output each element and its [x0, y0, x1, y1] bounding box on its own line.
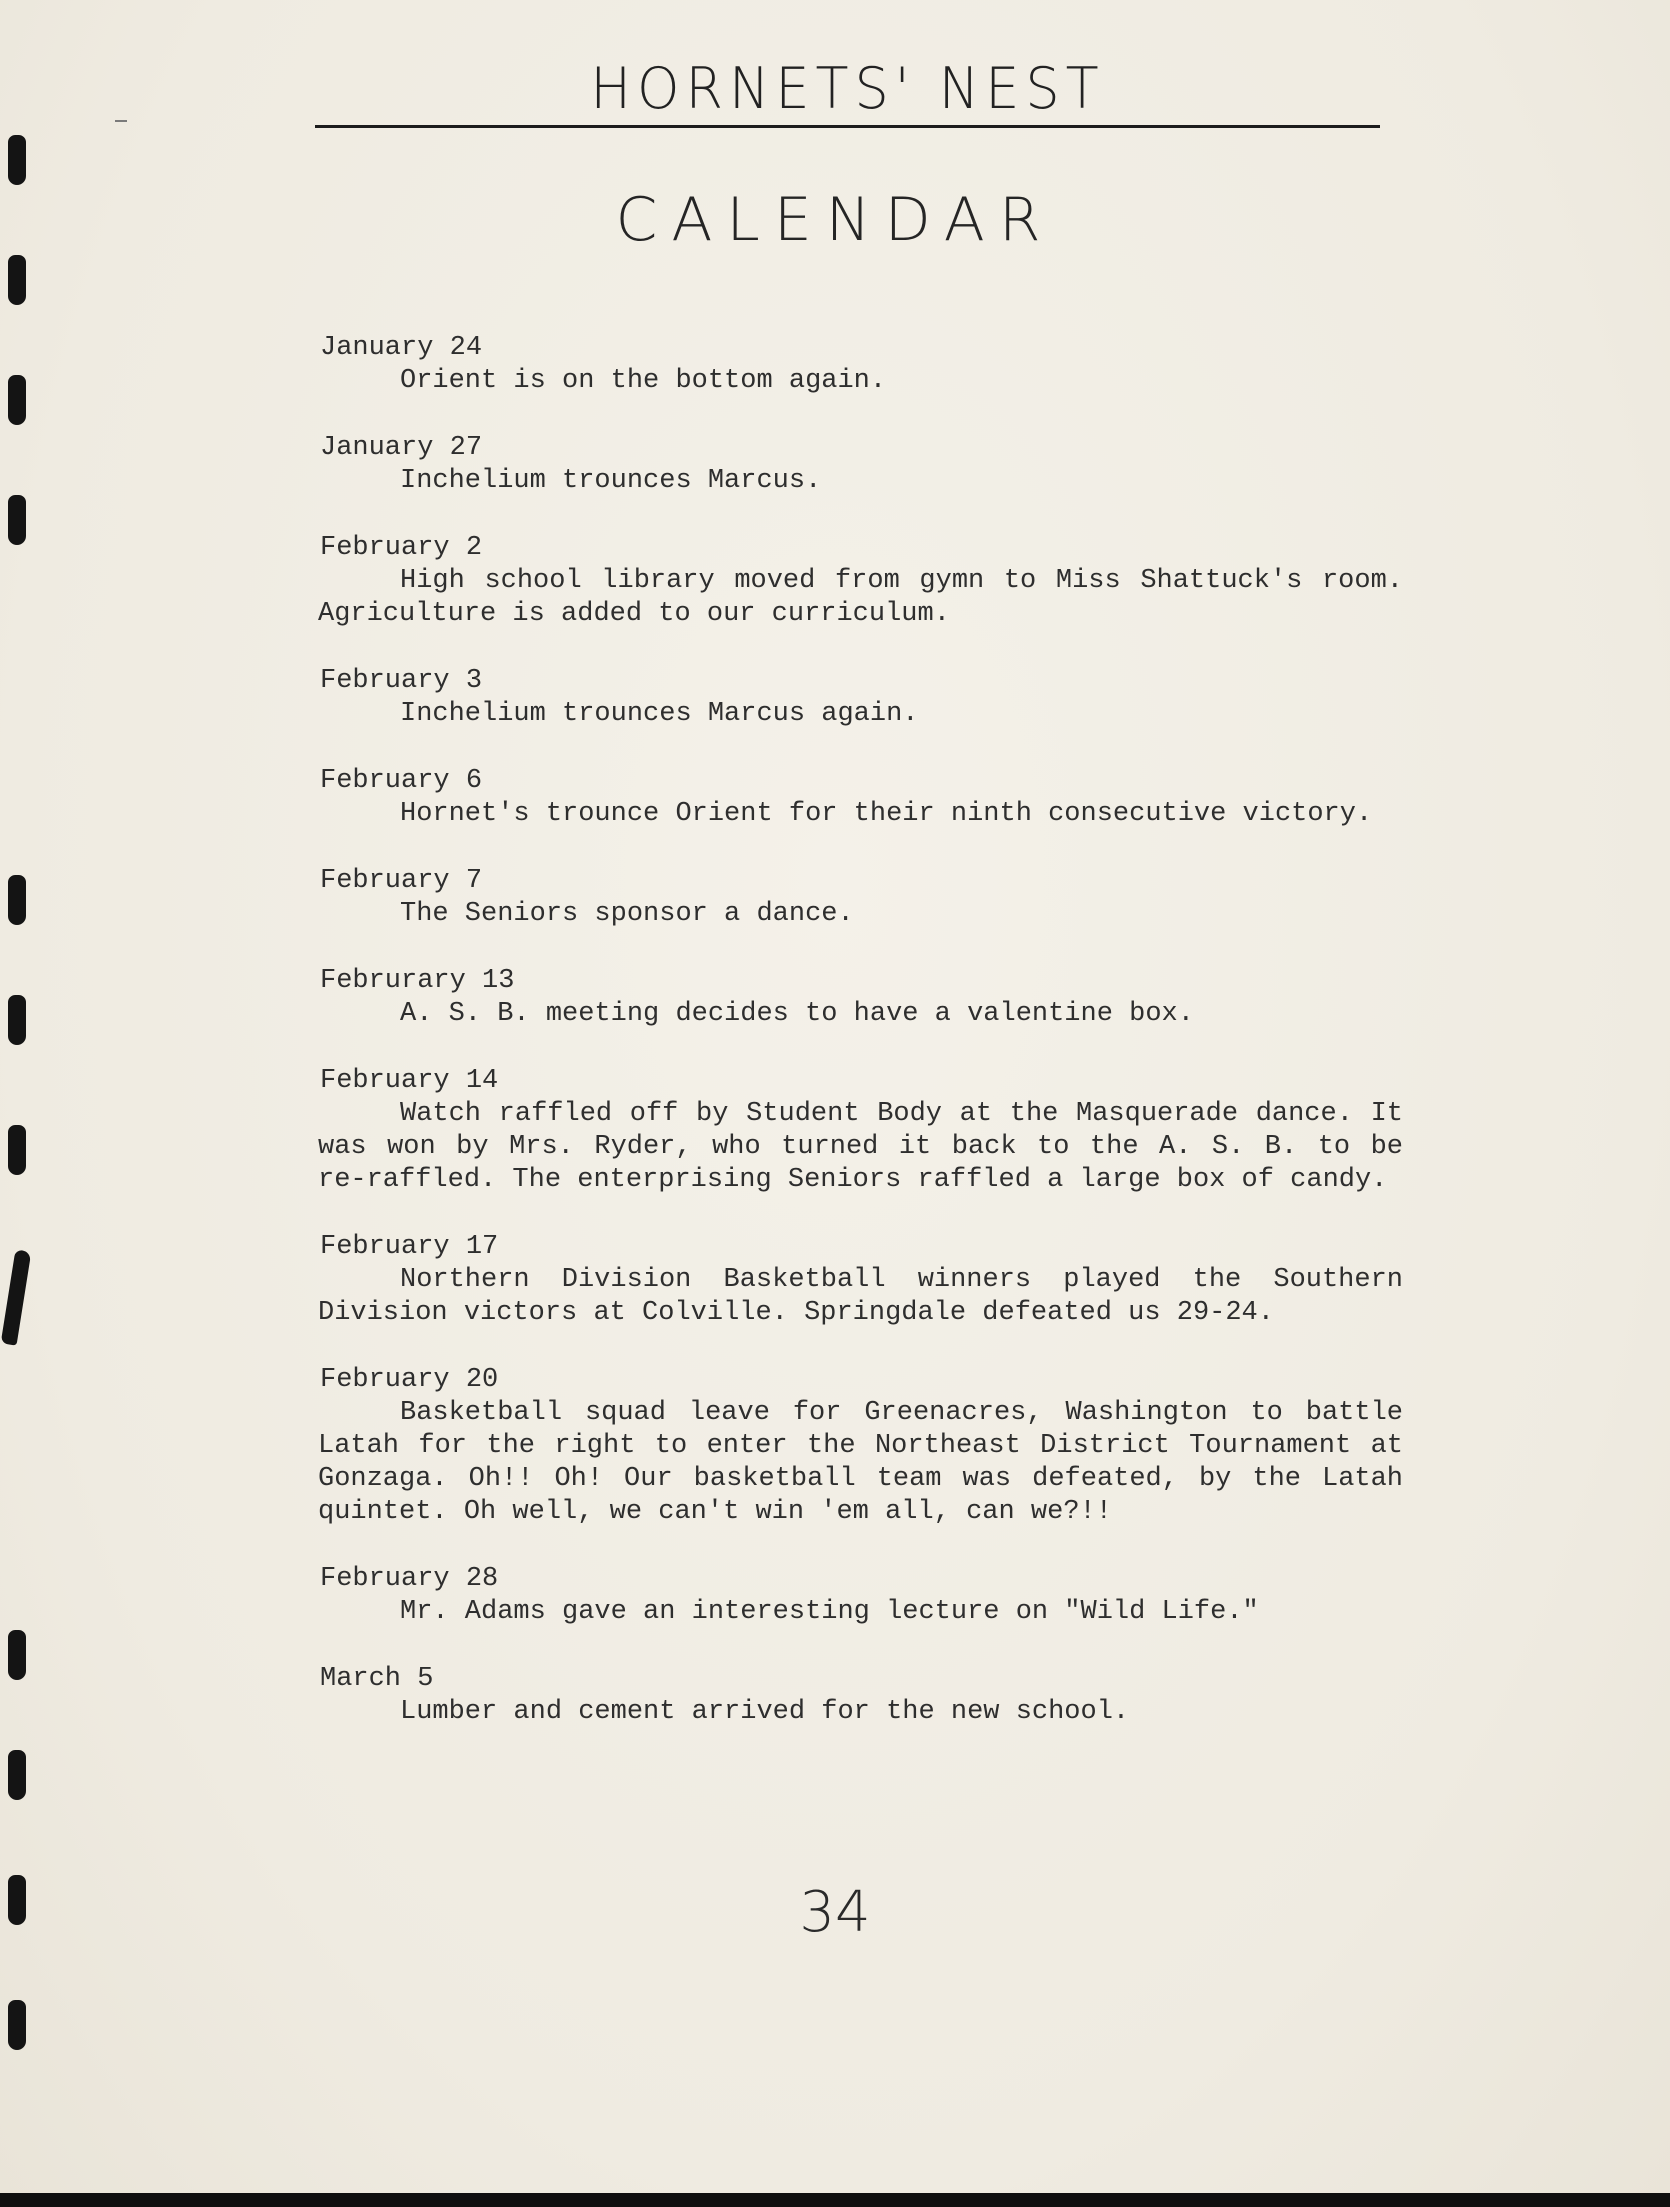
entry-text: Watch raffled off by Student Body at the Masquerade dance. It was won by Mrs. Ryder, who turned it back to the A. S. B. to be re-raffled. The enterprising Seniors raffled a large box of candy.: [318, 1099, 1403, 1195]
binder-hole: [8, 2000, 26, 2050]
page-title: CALENDAR: [615, 185, 1055, 255]
entry-date: February 6: [320, 766, 483, 796]
entry-date: February 14: [320, 1066, 499, 1096]
calendar-entry: [318, 1364, 1403, 1529]
calendar-entry: [318, 1065, 1403, 1197]
header-title: HORNETS' NEST: [590, 55, 1105, 122]
header: [315, 55, 1380, 128]
binder-hole: [8, 135, 26, 185]
calendar-entry: [318, 665, 1403, 731]
page-number: 34: [799, 1880, 871, 1945]
entry-text: Lumber and cement arrived for the new school.: [400, 1697, 1130, 1727]
entry-date: February 28: [320, 1564, 499, 1594]
binder-hole: [8, 495, 26, 545]
calendar-entry: [318, 965, 1403, 1031]
calendar-entry: [318, 765, 1403, 831]
entry-text: Northern Division Basketball winners played the Southern Division victors at Colville. Springdale defeated us 29-24.: [318, 1265, 1403, 1328]
entry-text: Inchelium trounces Marcus again.: [400, 699, 919, 729]
calendar-entry: [318, 1563, 1403, 1629]
entry-date: February 7: [320, 866, 483, 896]
entry-date: February 17: [320, 1232, 499, 1262]
calendar-entry: [318, 332, 1403, 398]
entry-date: January 24: [320, 333, 483, 363]
calendar-entry: [318, 1663, 1403, 1729]
binder-hole: [8, 255, 26, 305]
binder-hole: [8, 1750, 26, 1800]
binder-hole: [8, 375, 26, 425]
binder-hole: [8, 1630, 26, 1680]
entry-date: February 2: [320, 533, 483, 563]
entry-date: January 27: [320, 433, 483, 463]
binder-hole: [8, 1125, 26, 1175]
entry-text: High school library moved from gymn to Miss Shattuck's room. Agriculture is added to our curriculum.: [318, 566, 1403, 629]
stray-mark: [115, 120, 127, 122]
entry-date: February 20: [320, 1365, 499, 1395]
calendar-entry: [318, 432, 1403, 498]
page-bottom-edge: [0, 2193, 1670, 2207]
entry-text: Orient is on the bottom again.: [400, 366, 887, 396]
calendar-entries: [318, 332, 1403, 1763]
calendar-entry: [318, 865, 1403, 931]
entry-text: Mr. Adams gave an interesting lecture on "Wild Life.": [400, 1597, 1259, 1627]
binder-hole: [8, 875, 26, 925]
binder-hole: [8, 995, 26, 1045]
calendar-entry: [318, 1231, 1403, 1330]
entry-text: Inchelium trounces Marcus.: [400, 466, 822, 496]
calendar-entry: [318, 532, 1403, 631]
entry-text: Basketball squad leave for Greenacres, Washington to battle Latah for the right to enter the Northeast District Tournament at Gonzaga. Oh!! Oh! Our basketball team was defeated, by the Latah quintet. Oh well, we can't win 'em all, can we?!!: [318, 1398, 1403, 1527]
entry-text: The Seniors sponsor a dance.: [400, 899, 854, 929]
entry-date: March 5: [320, 1664, 434, 1694]
binder-hole: [1, 1249, 32, 1345]
entry-text: Hornet's trounce Orient for their ninth consecutive victory.: [400, 799, 1373, 829]
entry-text: A. S. B. meeting decides to have a valentine box.: [400, 999, 1194, 1029]
entry-date: Februrary 13: [320, 966, 515, 996]
entry-date: February 3: [320, 666, 483, 696]
